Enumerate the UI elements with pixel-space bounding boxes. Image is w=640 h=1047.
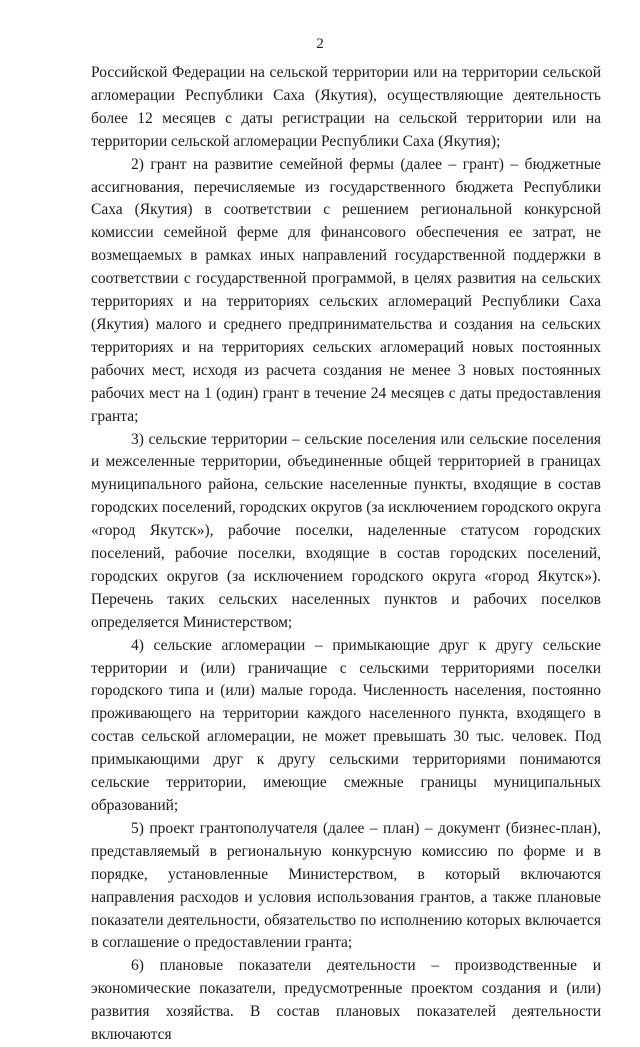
paragraph-grantee-project: 5) проект грантополучателя (далее – план) – документ (бизнес-план), представляемый в региональную конкурсную комиссию по форме и в порядке, установленные Министерством, в который включаются направления расходов и условия использования грантов, а также плановые показатели деятельности, обязательство по исполнению которых включается в соглашение о предоставлении гранта; <box>91 819 601 952</box>
paragraph-rural-territories: 3) сельские территории – сельские поселения или сельские поселения и межселенные территории, объединенные общей территорией в границах муниципального района, сельские населенные пункты, входящие в состав городских поселений, городских округов (за исключением городского округа «город Якутск»), рабочие поселки, наделенные статусом городских поселений, рабочие поселки, входящие в состав городских поселений, городских округов (за исключением городского округа «город Якутск»). Перечень таких сельских населенных пунктов и рабочих поселков определяется Министерством; <box>91 430 601 631</box>
paragraph-planned-indicators: 6) плановые показатели деятельности – производственные и экономические показатели, предусмотренные проектом создания и (или) развития хозяйства. В состав плановых показателей деятельности включаются <box>91 957 601 1044</box>
page-number: 2 <box>316 36 324 52</box>
paragraph-continuation: Российской Федерации на сельской территории или на территории сельской агломерации Республики Саха (Якутия), осуществляющие деятельность более 12 месяцев с даты регистрации на сельской территории или на территории сельской агломерации Республики Саха (Якутия); <box>91 64 601 150</box>
paragraph-grant-definition: 2) грант на развитие семейной фермы (далее – грант) – бюджетные ассигнования, перечисляемые из государственного бюджета Республики Саха (Якутия) в соответствии с решением региональной конкурсной комиссии семейной ферме для финансового обеспечения ее затрат, не возмещаемых в рамках иных направлений государственной поддержки в соответствии с государственной программой, в целях развития на сельских территориях и на территориях сельских агломераций Республики Саха (Якутия) малого и среднего предпринимательства и создания на сельских территориях и на территориях сельских агломераций новых постоянных рабочих мест, исходя из расчета создания не менее 3 новых постоянных рабочих мест на 1 (один) грант в течение 24 месяцев с даты предоставления гранта; <box>91 155 601 425</box>
document-body <box>91 62 601 1047</box>
paragraph-rural-agglomerations: 4) сельские агломерации – примыкающие друг к другу сельские территории и (или) граничащие с сельскими территориями поселки городского типа и (или) малые города. Численность населения, постоянно проживающего на территории каждого населенного пункта, входящего в состав сельской агломерации, не может превышать 30 тыс. человек. Под примыкающими друг к другу сельскими территориями понимаются сельские территории, имеющие смежные границы муниципальных образований; <box>91 636 601 814</box>
